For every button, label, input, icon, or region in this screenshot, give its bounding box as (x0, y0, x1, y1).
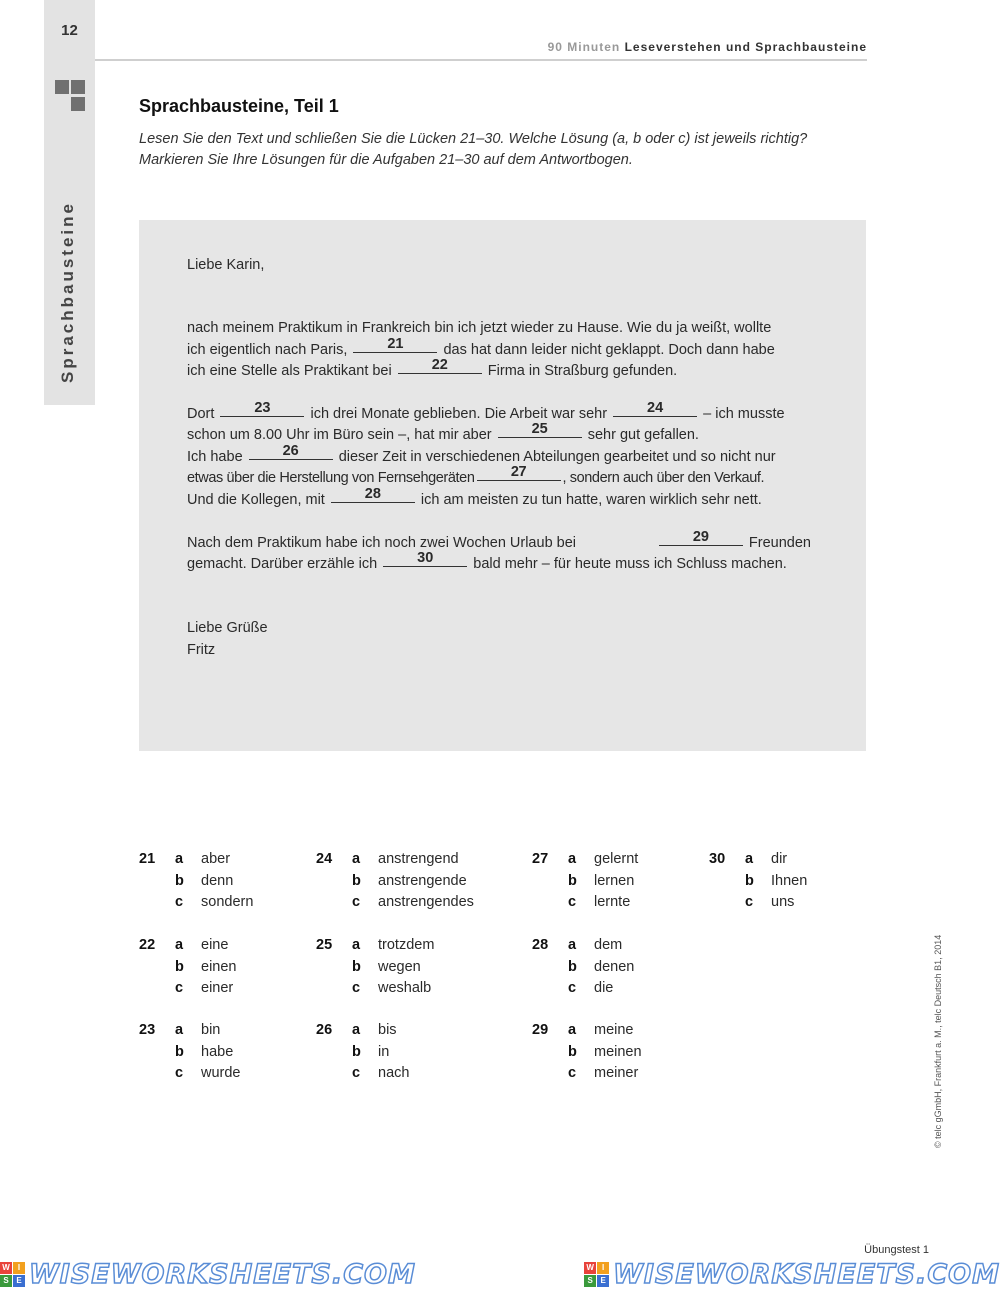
question-number (532, 957, 568, 979)
question-number (532, 1042, 568, 1064)
gap-27[interactable]: 27 (477, 465, 561, 481)
answer-option[interactable] (532, 957, 702, 979)
letter-line: ich eigentlich nach Paris, 21 das hat dann leider nicht geklappt. Doch dann habe (187, 336, 775, 358)
question-block (316, 935, 486, 1000)
answer-option[interactable] (139, 1063, 309, 1085)
option-letter: b (175, 958, 184, 975)
question-number (316, 957, 352, 979)
question-number (709, 871, 745, 893)
gap-22[interactable]: 22 (398, 358, 482, 374)
option-text: lernen (594, 872, 635, 889)
option-letter: b (568, 1043, 577, 1060)
side-section-label: Sprachbausteine (58, 201, 77, 383)
option-letter: a (745, 851, 754, 867)
question-number (139, 1063, 175, 1085)
option-text: gelernt (594, 851, 639, 867)
option-letter: a (568, 937, 577, 953)
option-letter: b (568, 872, 577, 889)
answer-option[interactable] (532, 892, 702, 914)
option-letter: c (745, 894, 754, 910)
letter-line: schon um 8.00 Uhr im Büro sein –, hat mir aber 25 sehr gut gefallen. (187, 421, 699, 443)
option-text: trotzdem (378, 937, 435, 953)
option-text: anstrengendes (378, 894, 474, 910)
answer-option[interactable] (316, 957, 486, 979)
letter-greeting: Liebe Karin, (187, 257, 265, 273)
footer-label: Übungstest 1 (864, 1244, 929, 1256)
option-letter: b (568, 958, 577, 975)
page-number: 12 (61, 22, 78, 39)
header-section: Leseverstehen und Sprachbausteine (624, 40, 867, 54)
letter-line: nach meinem Praktikum in Frankreich bin ich jetzt wieder zu Hause. Wie du ja weißt, wollte (187, 320, 772, 336)
letter-line: Ich habe 26 dieser Zeit in verschiedenen Abteilungen gearbeitet und so nicht nur (187, 443, 776, 465)
answer-option[interactable] (709, 892, 879, 914)
answer-option[interactable] (316, 892, 486, 914)
option-text: lernte (594, 894, 631, 910)
header-divider (95, 59, 867, 61)
question-block (139, 1020, 309, 1085)
question-number (316, 978, 352, 1000)
answer-option[interactable] (139, 1020, 309, 1042)
question-block (532, 1020, 702, 1085)
option-text: bin (201, 1022, 221, 1038)
question-number (139, 978, 175, 1000)
option-text: eine (201, 937, 229, 953)
question-number (139, 957, 175, 979)
question-block (316, 1020, 486, 1085)
option-text: die (594, 980, 614, 996)
answer-option[interactable] (316, 849, 486, 871)
option-letter: c (175, 980, 184, 996)
gap-25[interactable]: 25 (498, 422, 582, 438)
question-number (139, 1042, 175, 1064)
option-letter: a (352, 851, 361, 867)
letter-line: Nach dem Praktikum habe ich noch zwei Wochen Urlaub bei 29 Freunden (187, 529, 811, 551)
question-number: 30 (709, 851, 726, 867)
option-letter: b (352, 958, 361, 975)
option-text: einen (201, 958, 237, 975)
answer-option[interactable] (532, 1042, 702, 1064)
option-letter: a (352, 1022, 361, 1038)
option-text: Ihnen (771, 872, 808, 889)
page-title: Sprachbausteine, Teil 1 (139, 96, 339, 116)
question-block (139, 935, 309, 1000)
running-header (548, 40, 867, 54)
option-text: habe (201, 1043, 234, 1060)
gap-26[interactable]: 26 (249, 444, 333, 460)
option-text: nach (378, 1065, 410, 1081)
watermark-group (0, 1259, 416, 1290)
answer-option[interactable] (532, 935, 702, 957)
question-number (532, 892, 568, 914)
question-number (532, 978, 568, 1000)
option-text: denn (201, 872, 234, 889)
option-text: denen (594, 958, 635, 975)
option-letter: c (568, 894, 577, 910)
option-letter: b (175, 1043, 184, 1060)
answer-option[interactable] (532, 1020, 702, 1042)
question-number (709, 892, 745, 914)
instruction-line: Lesen Sie den Text und schließen Sie die Lücken 21–30. Welche Lösung (a, b oder c) ist jeweils richtig? (139, 131, 808, 147)
option-letter: b (352, 1043, 361, 1060)
option-letter: c (352, 1065, 361, 1081)
answer-option[interactable] (316, 1020, 486, 1042)
option-letter: c (352, 894, 361, 910)
gap-30[interactable]: 30 (383, 551, 467, 567)
question-block (316, 849, 486, 914)
question-number: 29 (532, 1022, 549, 1038)
answer-option[interactable] (139, 1042, 309, 1064)
answer-option[interactable] (532, 849, 702, 871)
answer-option[interactable] (316, 871, 486, 893)
letter-line: etwas über die Herstellung von Fernsehgeräten 27 , sondern auch über den Verkauf. (187, 464, 765, 486)
option-text: sondern (201, 894, 254, 910)
option-letter: a (568, 851, 577, 867)
watermark-logo-icon: W I S E (0, 1262, 25, 1287)
answer-option[interactable] (316, 1042, 486, 1064)
question-number (316, 871, 352, 893)
instructions (139, 129, 807, 171)
option-letter: b (745, 872, 754, 889)
watermark-logo-icon: W I S E (584, 1262, 609, 1287)
letter-line: gemacht. Darüber erzähle ich 30 bald mehr – für heute muss ich Schluss machen. (187, 550, 787, 572)
option-letter: c (175, 894, 184, 910)
option-letter: c (175, 1065, 184, 1081)
option-text: einer (201, 980, 234, 996)
gap-28[interactable]: 28 (331, 487, 415, 503)
gap-24[interactable]: 24 (613, 401, 697, 417)
option-text: uns (771, 894, 795, 910)
answer-option[interactable] (532, 871, 702, 893)
letter-signature: Fritz (187, 642, 216, 658)
option-letter: c (352, 980, 361, 996)
question-block (532, 849, 702, 914)
option-text: anstrengende (378, 872, 467, 889)
option-text: meinen (594, 1043, 642, 1060)
question-number (532, 871, 568, 893)
answer-option[interactable] (139, 935, 309, 957)
question-block (709, 849, 879, 914)
question-number: 24 (316, 851, 333, 867)
letter-line: Und die Kollegen, mit 28 ich am meisten zu tun hatte, waren wirklich sehr nett. (187, 486, 762, 508)
letter-line: Dort 23 ich drei Monate geblieben. Die Arbeit war sehr 24 – ich musste (187, 400, 785, 422)
watermark-text: WISEWORKSHEETS.COM (29, 1259, 416, 1290)
answer-option[interactable] (316, 935, 486, 957)
answer-option[interactable] (316, 1063, 486, 1085)
question-number (316, 1063, 352, 1085)
answer-option[interactable] (139, 892, 309, 914)
answer-option[interactable] (709, 871, 879, 893)
answer-option[interactable] (316, 978, 486, 1000)
watermark-group (584, 1259, 1000, 1290)
question-number: 22 (139, 937, 156, 953)
option-text: wurde (201, 1065, 241, 1081)
question-number: 26 (316, 1022, 333, 1038)
option-text: weshalb (378, 980, 432, 996)
answer-option[interactable] (139, 957, 309, 979)
option-letter: c (568, 1065, 577, 1081)
question-number: 25 (316, 937, 333, 953)
letter-line: ich eine Stelle als Praktikant bei 22 Firma in Straßburg gefunden. (187, 357, 678, 379)
option-text: dir (771, 851, 788, 867)
answer-option[interactable] (532, 1063, 702, 1085)
question-number: 21 (139, 851, 156, 867)
option-text: bis (378, 1022, 397, 1038)
question-block (532, 935, 702, 1000)
answer-option[interactable] (139, 871, 309, 893)
question-number (139, 871, 175, 893)
option-text: wegen (378, 958, 421, 975)
option-letter: b (175, 872, 184, 889)
option-text: meiner (594, 1065, 639, 1081)
watermark-banner (0, 1258, 1000, 1291)
letter-closing: Liebe Grüße (187, 620, 268, 636)
instruction-line: Markieren Sie Ihre Lösungen für die Aufgaben 21–30 auf dem Antwortbogen. (139, 152, 633, 168)
question-number (532, 1063, 568, 1085)
question-block (139, 849, 309, 914)
answer-option[interactable] (532, 978, 702, 1000)
header-duration: 90 Minuten (547, 40, 621, 54)
gap-21[interactable]: 21 (353, 337, 437, 353)
question-number: 23 (139, 1022, 156, 1038)
answer-option[interactable] (139, 849, 309, 871)
option-letter: a (175, 1022, 184, 1038)
option-letter: a (175, 851, 184, 867)
option-text: meine (594, 1022, 634, 1038)
watermark-text: WISEWORKSHEETS.COM (613, 1259, 1000, 1290)
option-text: aber (201, 851, 231, 867)
option-text: in (378, 1043, 390, 1060)
option-text: anstrengend (378, 851, 459, 867)
answer-option[interactable] (709, 849, 879, 871)
gap-23[interactable]: 23 (220, 401, 304, 417)
gap-29[interactable]: 29 (659, 530, 743, 546)
question-number (316, 892, 352, 914)
question-number: 28 (532, 937, 549, 953)
question-number (139, 892, 175, 914)
question-number (316, 1042, 352, 1064)
option-text: dem (594, 937, 623, 953)
option-letter: a (175, 937, 184, 953)
option-letter: a (352, 937, 361, 953)
copyright-notice: © telc gGmbH, Frankfurt a. M., telc Deutsch B1, 2014 (933, 934, 943, 1148)
answer-option[interactable] (139, 978, 309, 1000)
question-number: 27 (532, 851, 549, 867)
option-letter: a (568, 1022, 577, 1038)
option-letter: c (568, 980, 577, 996)
option-letter: b (352, 872, 361, 889)
